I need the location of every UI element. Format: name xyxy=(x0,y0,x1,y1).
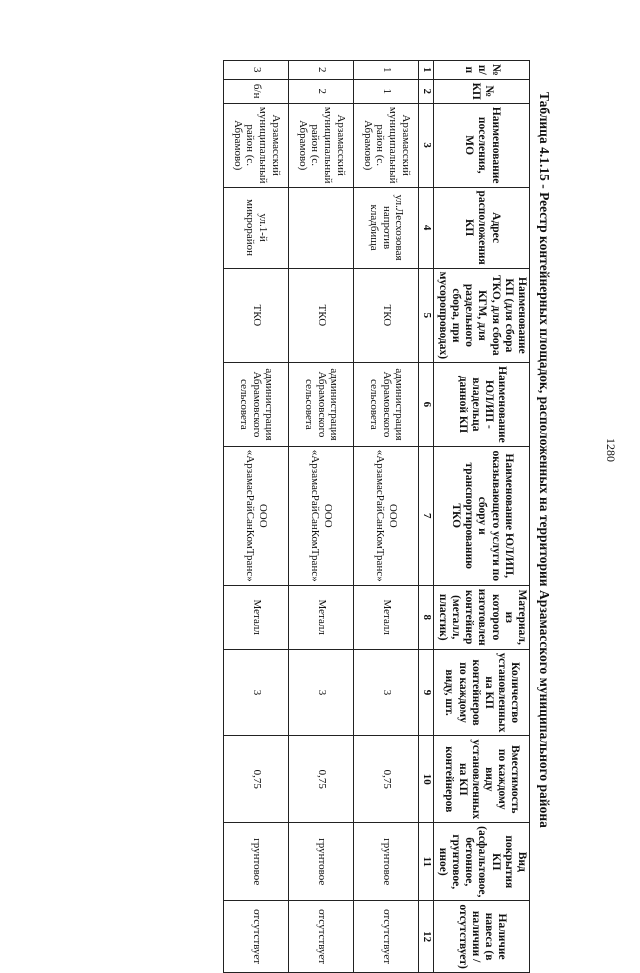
table-cell: 1 xyxy=(354,79,419,103)
table-cell: 0,75 xyxy=(224,736,289,823)
table-cell: Арзамасский муниципальный район (с. Абрамово) xyxy=(224,103,289,187)
table-row xyxy=(354,61,419,973)
table-cell: 3 xyxy=(354,649,419,736)
table-cell: Металл xyxy=(354,585,419,649)
header-cell: Наименование поселения, МО xyxy=(434,103,530,187)
table-cell: администрация Абрамовского сельсовета xyxy=(289,363,354,447)
header-cell: Наименование ЮЛ/ИП - владельца данной КП xyxy=(434,363,530,447)
table-cell: 0,75 xyxy=(354,736,419,823)
table-cell: ООО «АрзамасРайСанКомТранс» xyxy=(354,446,419,585)
table-cell: Металл xyxy=(224,585,289,649)
table-cell: отсутствует xyxy=(224,901,289,972)
table-cell: 1 xyxy=(354,61,419,80)
table-cell: ТКО xyxy=(289,268,354,362)
header-cell: № п/п xyxy=(434,61,530,80)
table-cell: ООО «АрзамасРайСанКомТранс» xyxy=(289,446,354,585)
table-cell: 0,75 xyxy=(289,736,354,823)
table-cell: администрация Абрамовского сельсовета xyxy=(224,363,289,447)
header-cell: Наличие навеса (в наличии / отсутствует) xyxy=(434,901,530,972)
table-cell: 3 xyxy=(224,61,289,80)
column-number: 10 xyxy=(419,736,434,823)
table-cell: 2 xyxy=(289,79,354,103)
header-cell: Количество установленных на КП контейнеров по каждому виду, шт. xyxy=(434,649,530,736)
header-cell: Вид покрытия КП (асфальтовое, бетонное, грунтовое, иное) xyxy=(434,823,530,901)
column-number: 5 xyxy=(419,268,434,362)
header-cell: Вместимость по каждому виду установленных на КП контейнеров xyxy=(434,736,530,823)
column-number: 2 xyxy=(419,79,434,103)
table-cell: ООО «АрзамасРайСанКомТранс» xyxy=(224,446,289,585)
column-number: 6 xyxy=(419,363,434,447)
table-cell: отсутствует xyxy=(354,901,419,972)
table-cell: Металл xyxy=(289,585,354,649)
table-cell: ТКО xyxy=(224,268,289,362)
table-cell: администрация Абрамовского сельсовета xyxy=(354,363,419,447)
header-cell: Наименование ЮЛ/ИП, оказывающего услуги по сбору и транспортированию ТКО xyxy=(434,446,530,585)
table-cell: 3 xyxy=(289,649,354,736)
table-row xyxy=(289,61,354,973)
table-cell: отсутствует xyxy=(289,901,354,972)
table-cell xyxy=(289,187,354,268)
registry-table xyxy=(223,60,530,973)
table-cell: грунтовое xyxy=(354,823,419,901)
page-number: 1280 xyxy=(604,438,618,462)
header-cell: Адрес расположения КП xyxy=(434,187,530,268)
column-number: 1 xyxy=(419,61,434,80)
column-number: 4 xyxy=(419,187,434,268)
header-row xyxy=(434,61,530,973)
table-cell: Арзамасский муниципальный район (с. Абрамово) xyxy=(354,103,419,187)
table-cell: Арзамасский муниципальный район (с. Абрамово) xyxy=(289,103,354,187)
column-number: 8 xyxy=(419,585,434,649)
table-caption: Таблица 4.1.15 - Реестр контейнерных площадок, расположенных на территории Арзамасского муниципального района xyxy=(537,92,552,828)
table-row xyxy=(224,61,289,973)
table-cell: ТКО xyxy=(354,268,419,362)
table-cell: 3 xyxy=(224,649,289,736)
column-number: 12 xyxy=(419,901,434,972)
table-cell: ул.Лесхозовая напротив кладбища xyxy=(354,187,419,268)
column-number: 9 xyxy=(419,649,434,736)
column-number: 11 xyxy=(419,823,434,901)
header-cell: Наименование КП (для сбора ТКО, для сбора КГМ, для раздельного сбора, при мусоропроводах) xyxy=(434,268,530,362)
column-number: 3 xyxy=(419,103,434,187)
header-cell: Материал, из которого изготовлен контейнер (металл, пластик) xyxy=(434,585,530,649)
header-cell: № КП xyxy=(434,79,530,103)
column-number-row xyxy=(419,61,434,973)
table-cell: грунтовое xyxy=(289,823,354,901)
table-cell: грунтовое xyxy=(224,823,289,901)
table-cell: ул.1-й микрорайон xyxy=(224,187,289,268)
table-cell: б/н xyxy=(224,79,289,103)
table-cell: 2 xyxy=(289,61,354,80)
column-number: 7 xyxy=(419,446,434,585)
